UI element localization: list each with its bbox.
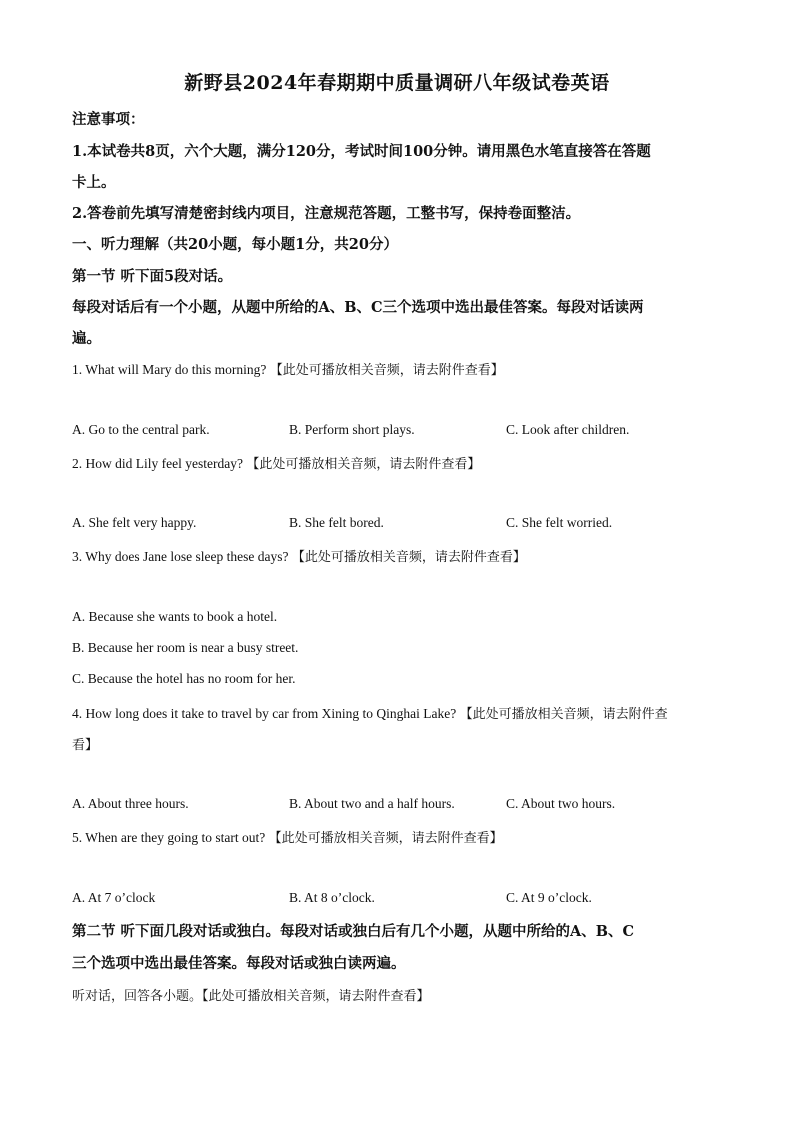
notice-item-1: 1.本试卷共8页，六个大题，满分120分，考试时间100分钟。请用黑色水笔直接答在答题 [72, 143, 651, 160]
option-4a: A. About three hours. [72, 796, 189, 811]
question-stem: 5. When are they going to start out? [72, 830, 266, 845]
option-1b: B. Perform short plays. [289, 422, 415, 437]
audio-note: 【此处可播放相关音频，请去附件查看】 [268, 831, 503, 846]
audio-note-cont: 看】 [72, 738, 99, 753]
option-5b: B. At 8 o’clock. [289, 890, 375, 905]
notice-heading: 注意事项： [72, 111, 145, 128]
option-5a: A. At 7 o’clock [72, 890, 156, 905]
question-3 [72, 546, 526, 565]
part2-heading: 第二节 听下面几段对话或独白。每段对话或独白后有几个小题，从题中所给的A、B、C [72, 923, 635, 940]
option-2b: B. She felt bored. [289, 515, 384, 530]
question-4-cont [72, 734, 98, 753]
audio-note: 【此处可播放相关音频，请去附件查 [459, 707, 668, 722]
question-stem: 1. What will Mary do this morning? [72, 362, 267, 377]
notice-item-1-cont: 卡上。 [72, 174, 116, 191]
option-4c: C. About two hours. [506, 796, 616, 811]
notice-item-2: 2.答卷前先填写清楚密封线内项目，注意规范答题，工整书写，保持卷面整洁。 [72, 205, 581, 222]
audio-note: 【此处可播放相关音频，请去附件查看】 [291, 550, 526, 565]
question-2 [72, 453, 480, 472]
option-5c: C. At 9 o’clock. [506, 890, 592, 905]
audio-note: 【此处可播放相关音频，请去附件查看】 [269, 363, 504, 378]
question-stem: 3. Why does Jane lose sleep these days? [72, 549, 289, 564]
question-stem: 2. How did Lily feel yesterday? [72, 456, 243, 471]
part1-instruction-cont: 遍。 [72, 330, 101, 347]
part1-heading: 第一节 听下面5段对话。 [72, 268, 233, 285]
question-5 [72, 827, 503, 846]
option-3a: A. Because she wants to book a hotel. [72, 609, 278, 624]
option-3c: C. Because the hotel has no room for her. [72, 671, 296, 686]
option-1a: A. Go to the central park. [72, 422, 210, 437]
question-4 [72, 703, 668, 722]
option-2c: C. She felt worried. [506, 515, 613, 530]
part1-instruction: 每段对话后有一个小题，从题中所给的A、B、C三个选项中选出最佳答案。每段对话读两 [72, 299, 644, 316]
section-heading-listening: 一、听力理解（共20小题，每小题1分，共20分） [72, 236, 398, 253]
part2-heading-cont: 三个选项中选出最佳答案。每段对话或独白读两遍。 [72, 955, 406, 972]
option-3b: B. Because her room is near a busy street. [72, 640, 299, 655]
part2-instruction: 听对话，回答各小题。【此处可播放相关音频，请去附件查看】 [72, 989, 430, 1004]
page-title: 新野县2024年春期期中质量调研八年级试卷英语 [184, 72, 610, 94]
option-1c: C. Look after children. [506, 422, 630, 437]
audio-note: 【此处可播放相关音频，请去附件查看】 [246, 457, 481, 472]
option-4b: B. About two and a half hours. [289, 796, 455, 811]
question-1 [72, 359, 504, 378]
question-stem: 4. How long does it take to travel by car from Xining to Qinghai Lake? [72, 706, 457, 721]
option-2a: A. She felt very happy. [72, 515, 197, 530]
